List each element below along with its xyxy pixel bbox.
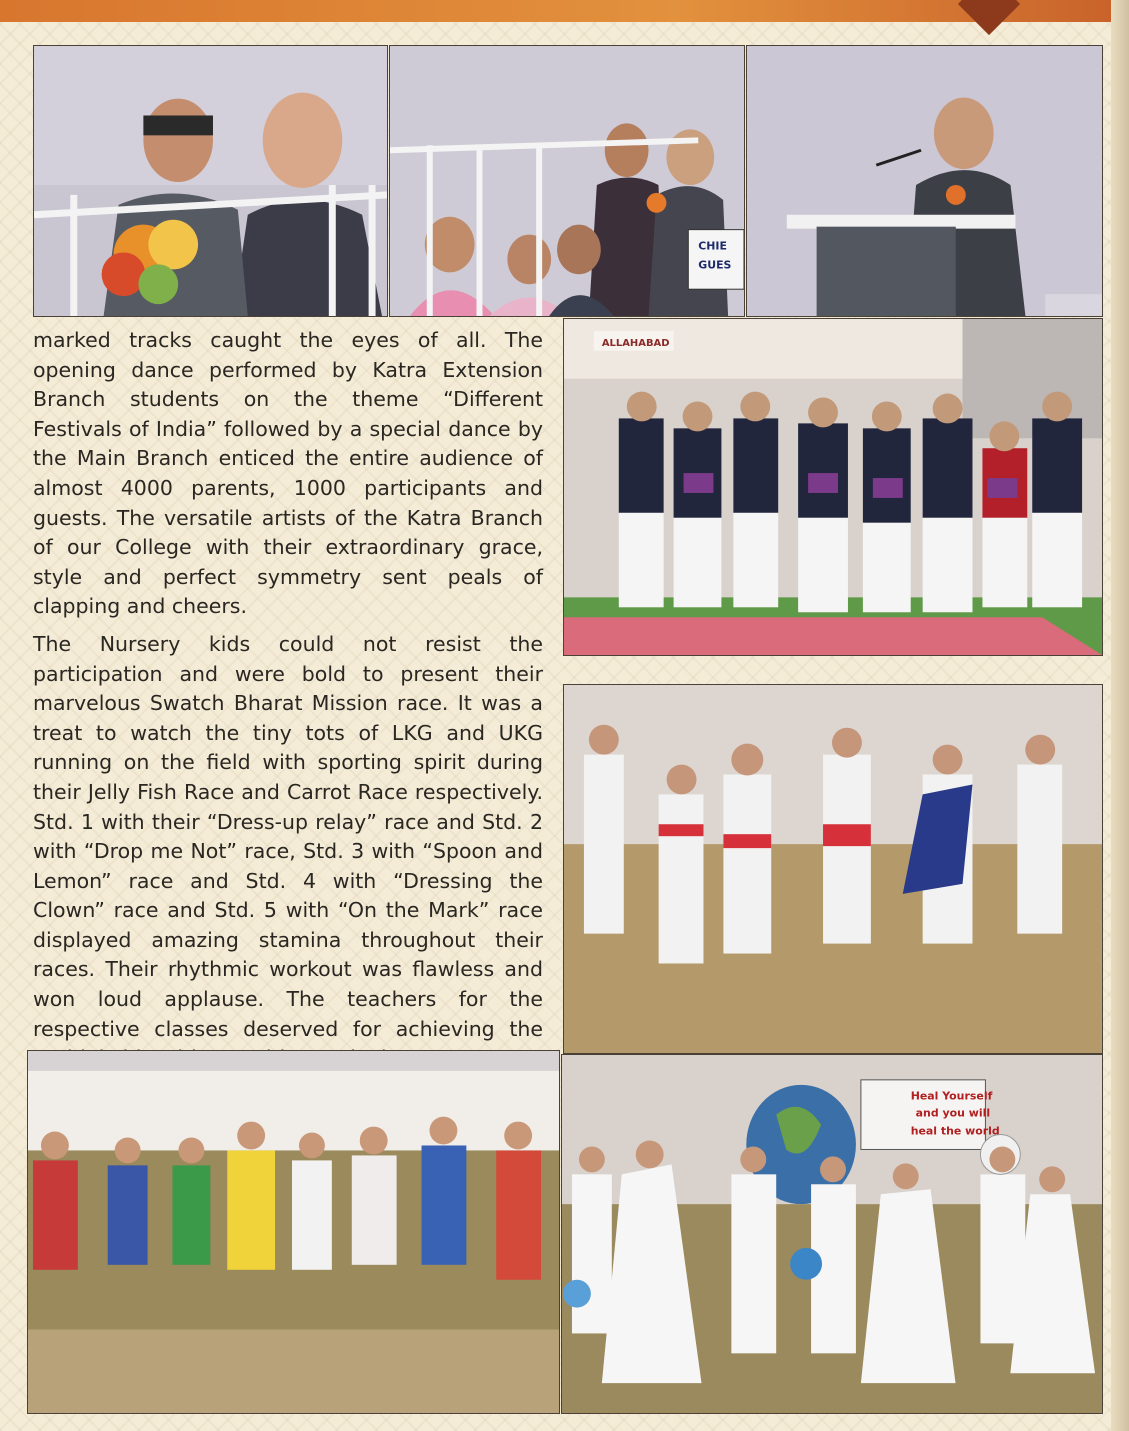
page-edge-shadow bbox=[1111, 0, 1129, 1431]
banner-line-2: and you will bbox=[915, 1106, 991, 1120]
chief-guest-sign-line-2: GUES bbox=[698, 258, 732, 272]
article-paragraph-1: marked tracks caught the eyes of all. The opening dance performed by Katra Extension Branch students on the theme “Different Festivals of India” followed by a special dance by the Main Branch enticed the entire audience of almost 4000 parents, 1000 participants and guests. The versatile artists of the Katra Branch of our College with their extraordinary grace, style and perfect symmetry sent peals of clapping and cheers. bbox=[33, 328, 543, 619]
photo-guests-in-stand bbox=[389, 45, 745, 317]
photo-heal-the-world-dance bbox=[561, 1054, 1103, 1414]
allahabad-banner: ALLAHABAD bbox=[601, 337, 670, 349]
photo-festival-dance bbox=[563, 684, 1103, 1054]
article-paragraph-2: The Nursery kids could not resist the participation and were bold to present their marvelous Swatch Bharat Mission race. It was a treat to watch the tiny tots of LKG and UKG running on the field with sporting spirit during their Jelly Fish Race and Carrot Race respectively. Std. 1 with their “Dress-up relay” race and Std. 2 with “Drop me Not” race, Std. 3 with “Spoon and Lemon” race and Std. 4 with “Dressing the Clown” race and Std. 5 with “On the Mark” race displayed amazing stamina throughout their races. Their rhythmic workout was flawless and won loud applause. The teachers for the respective classes deserved for achieving the bbox=[33, 631, 543, 1041]
top-decorative-band bbox=[0, 0, 1129, 22]
chief-guest-sign-line-1: CHIE bbox=[698, 239, 727, 253]
banner-line-1: Heal Yourself bbox=[910, 1089, 993, 1103]
photo-bouquet-presentation bbox=[33, 45, 388, 317]
photo-student-choir bbox=[563, 318, 1103, 656]
photo-speaker-at-podium bbox=[746, 45, 1103, 317]
banner-line-3: heal the world bbox=[910, 1124, 1000, 1138]
article-body bbox=[33, 326, 543, 1048]
photo-folk-dance bbox=[27, 1050, 560, 1414]
